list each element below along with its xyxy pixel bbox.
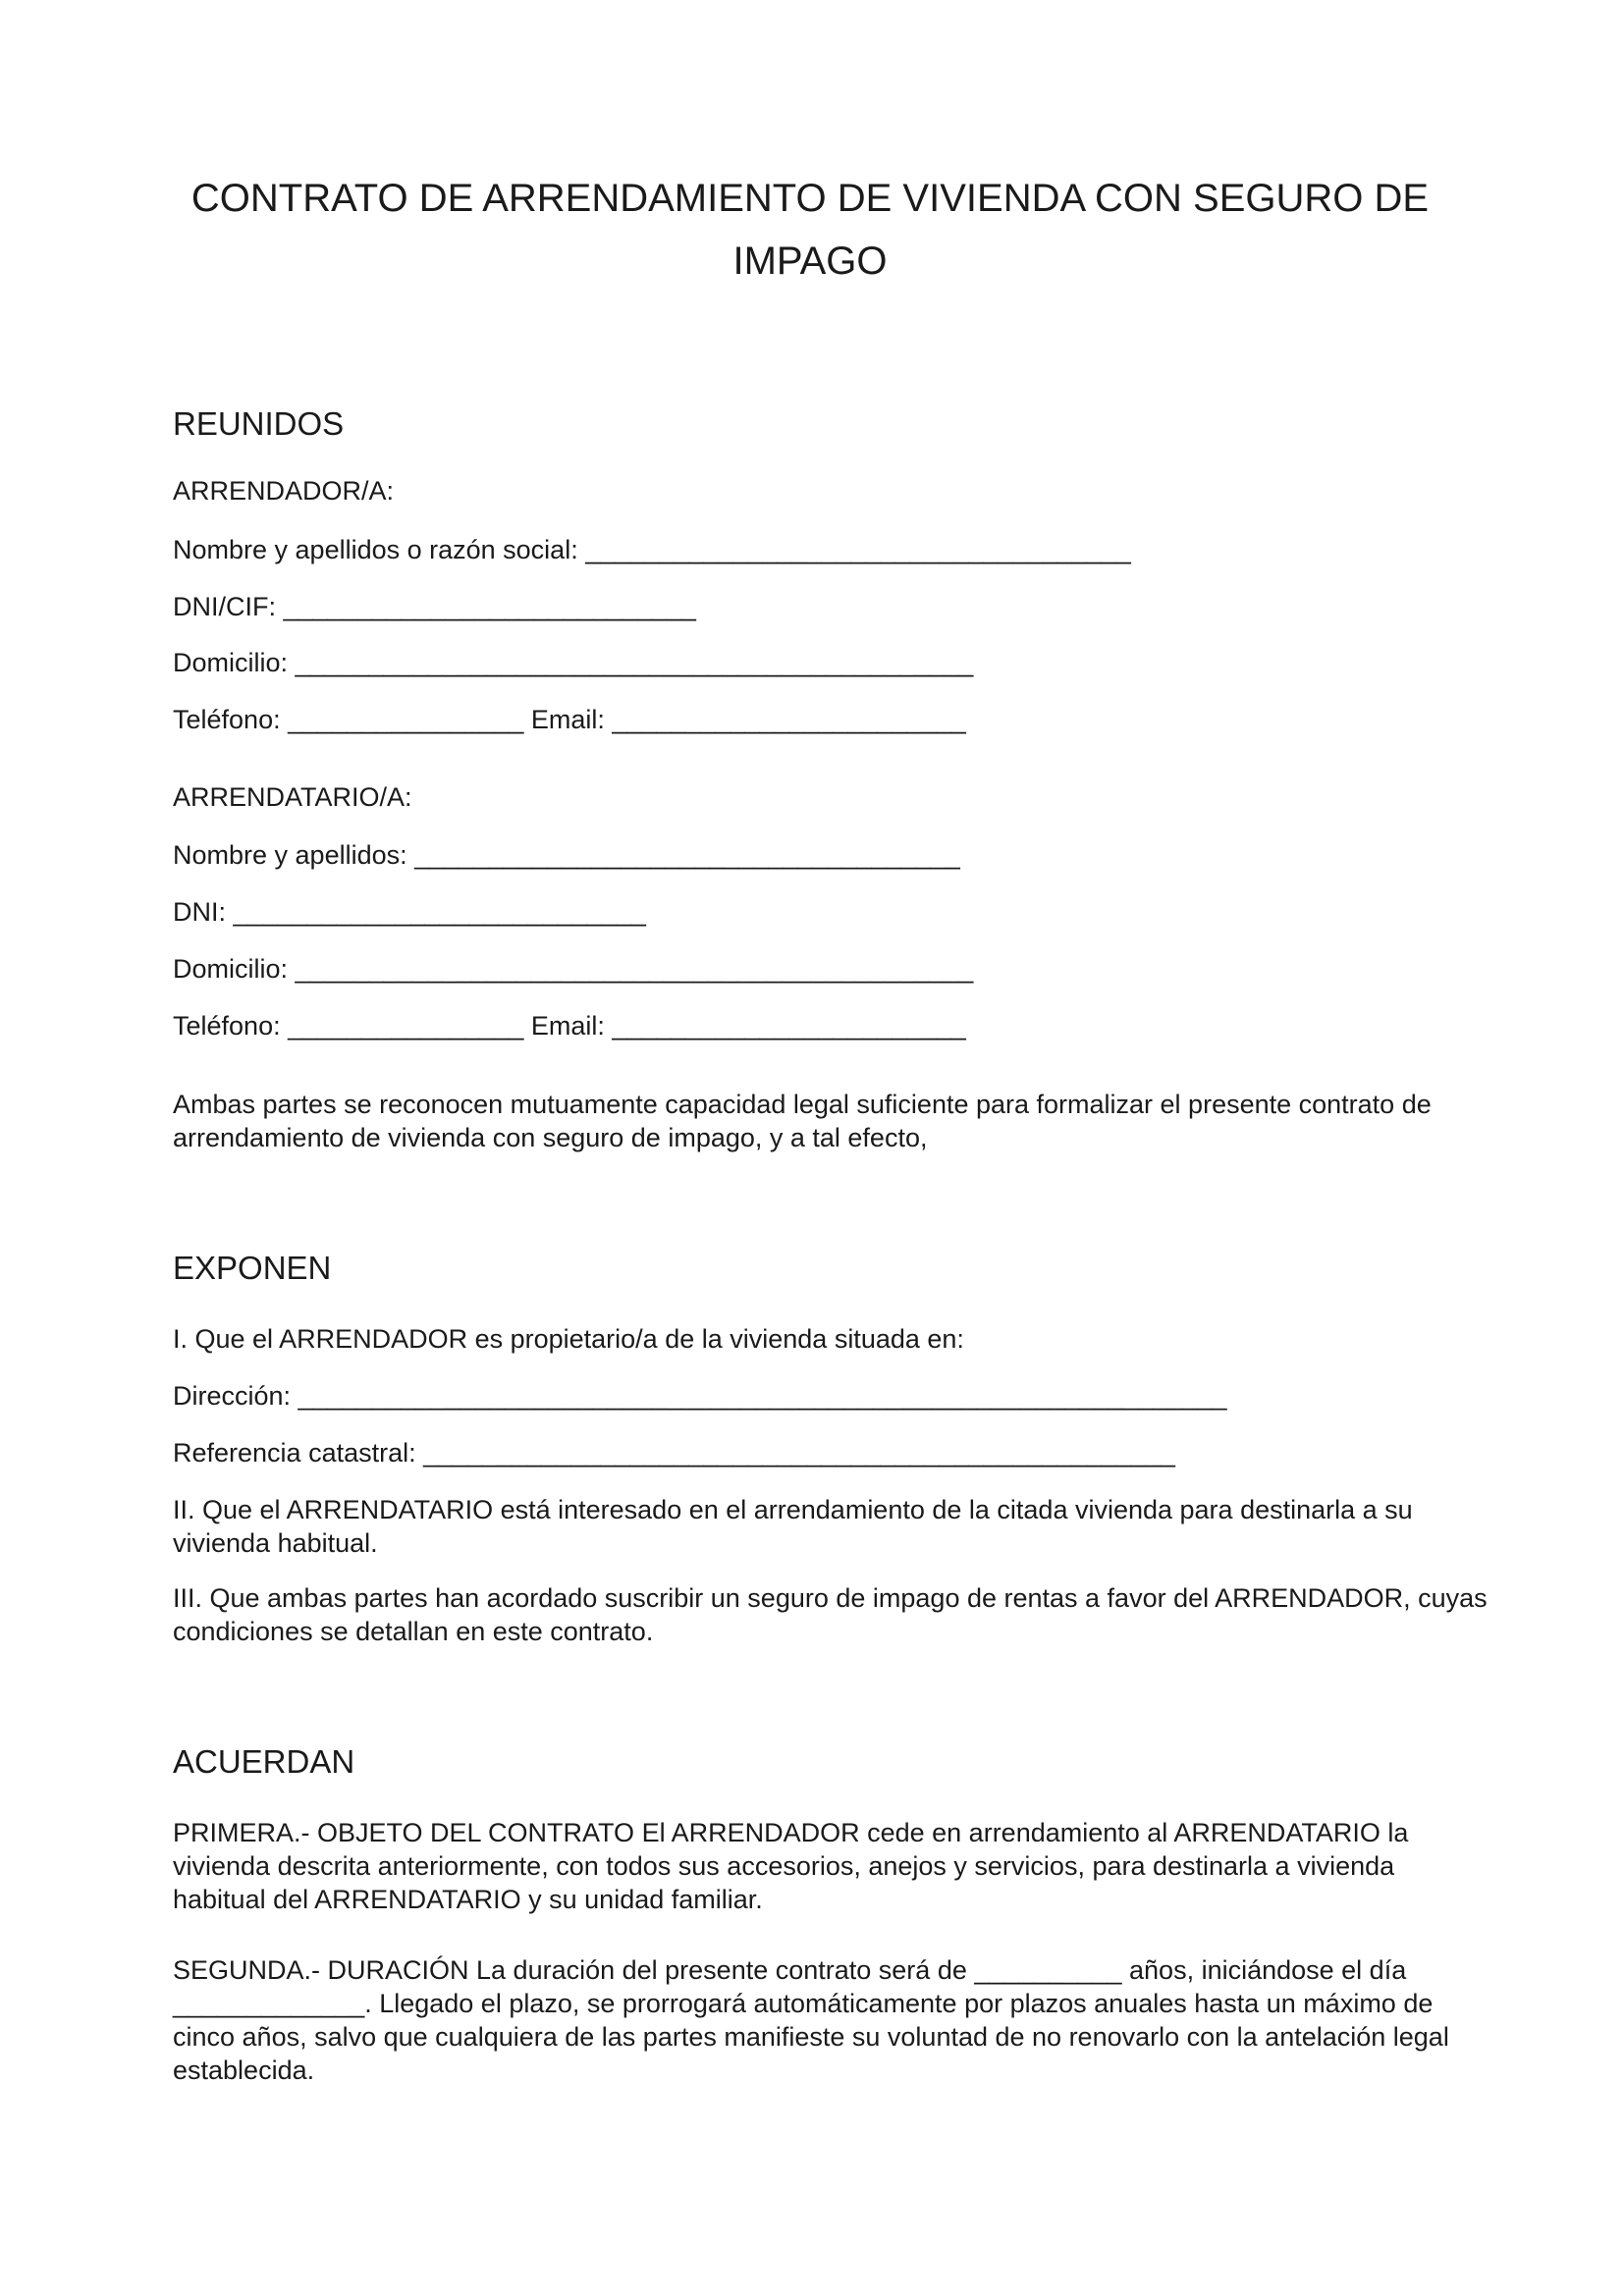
exponen-item-iii: III. Que ambas partes han acordado suscribir un seguro de impago de rentas a favor del ARRENDADOR, cuyas condiciones se detallan en este contrato. bbox=[173, 1583, 1488, 1646]
section-heading-acuerdan: ACUERDAN bbox=[173, 1743, 355, 1780]
arrendador-nombre-field: Nombre y apellidos o razón social: _____________________________________ bbox=[173, 535, 1131, 564]
arrendador-dni-field: DNI/CIF: ____________________________ bbox=[173, 592, 696, 621]
document-title: CONTRATO DE ARRENDAMIENTO DE VIVIENDA CON SEGURO DE IMPAGO bbox=[190, 177, 1430, 283]
arrendador-contacto-field: Teléfono: ________________ Email: ________________________ bbox=[173, 705, 966, 734]
arrendatario-nombre-field: Nombre y apellidos: _____________________________________ bbox=[173, 840, 960, 870]
clausula-segunda: SEGUNDA.- DURACIÓN La duración del presente contrato será de __________ años, iniciándose el día _____________. Llegado el plazo, se prorrogará automáticamente por plazos anuales hasta un máximo de cinco años, salvo que cualquiera de las partes manifieste su voluntad de no renovarlo con la antelación legal establecida. bbox=[173, 1955, 1449, 2085]
arrendatario-contacto-field: Teléfono: ________________ Email: ________________________ bbox=[173, 1011, 966, 1041]
arrendatario-dni-field: DNI: ____________________________ bbox=[173, 897, 646, 927]
referencia-catastral-field: Referencia catastral: ___________________________________________________ bbox=[173, 1438, 1175, 1468]
clausula-primera: PRIMERA.- OBJETO DEL CONTRATO El ARRENDADOR cede en arrendamiento al ARRENDATARIO la vivienda descrita anteriormente, con todos sus accesorios, anejos y servicios, para destinarla a vivienda habitual del ARRENDATARIO y su unidad familiar. bbox=[173, 1818, 1409, 1914]
capacidad-paragraph: Ambas partes se reconocen mutuamente capacidad legal suficiente para formalizar el presente contrato de arrendamiento de vivienda con seguro de impago, y a tal efecto, bbox=[173, 1090, 1432, 1152]
arrendador-label: ARRENDADOR/A: bbox=[173, 476, 395, 506]
arrendatario-label: ARRENDATARIO/A: bbox=[173, 782, 412, 812]
exponen-item-ii: II. Que el ARRENDATARIO está interesado en el arrendamiento de la citada vivienda para destinarla a su vivienda habitual. bbox=[173, 1495, 1413, 1558]
direccion-field: Dirección: _______________________________________________________________ bbox=[173, 1381, 1227, 1411]
section-heading-exponen: EXPONEN bbox=[173, 1250, 332, 1286]
arrendatario-domicilio-field: Domicilio: ______________________________________________ bbox=[173, 954, 974, 984]
exponen-item-i: I. Que el ARRENDADOR es propietario/a de la vivienda situada en: bbox=[173, 1324, 964, 1354]
arrendador-domicilio-field: Domicilio: ______________________________________________ bbox=[173, 648, 974, 677]
section-heading-reunidos: REUNIDOS bbox=[173, 405, 345, 442]
